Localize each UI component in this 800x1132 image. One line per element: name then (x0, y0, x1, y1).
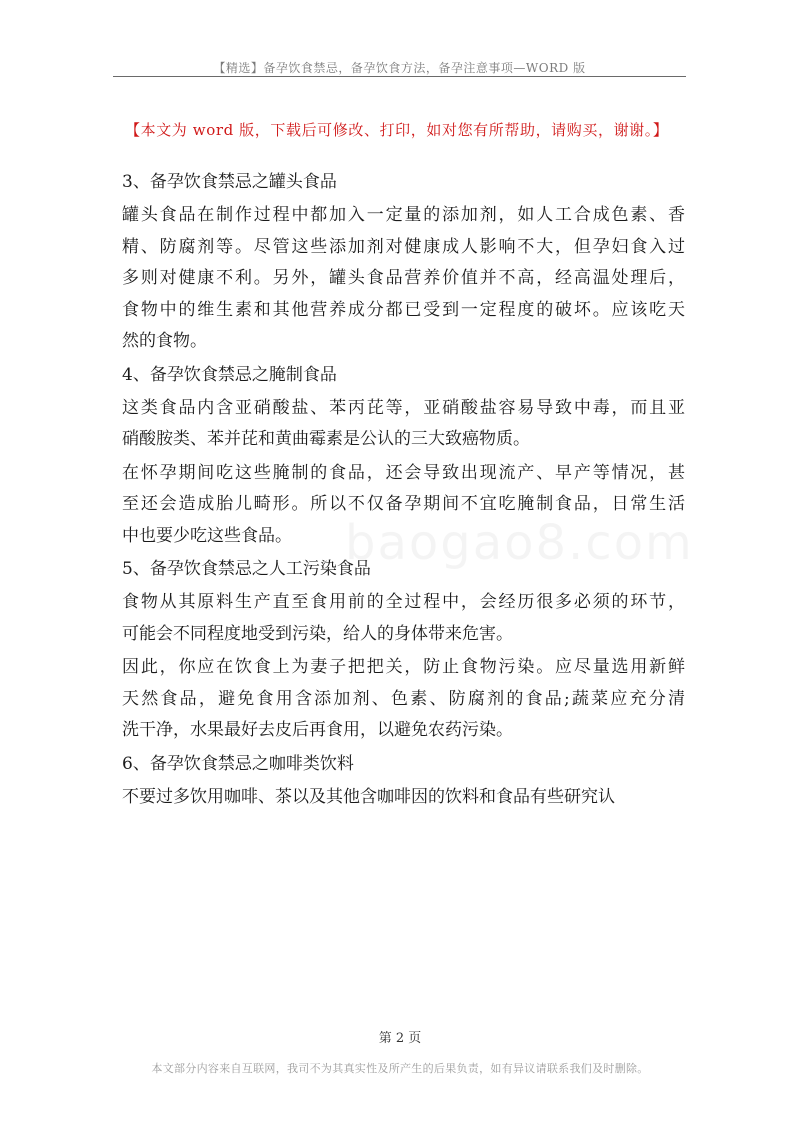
text-line: 中也要少吃这些食品。 (122, 525, 292, 546)
text-line: 可能会不同程度地受到污染，给人的身体带来危害。 (122, 623, 513, 644)
paragraph (122, 782, 685, 814)
text-line: 洗干净，水果最好去皮后再食用，以避免农药污染。 (122, 720, 513, 740)
text-line: 多则对健康不利。另外，罐头食品营养价值并不高，经高温处理后， (122, 268, 685, 288)
section-heading: 5、备孕饮食禁忌之人工污染食品 (122, 559, 371, 579)
section-heading: 4、备孕饮食禁忌之腌制食品 (122, 364, 337, 385)
section-heading: 6、备孕饮食禁忌之咖啡类饮料 (122, 753, 354, 774)
text-line: 这类食品内含亚硝酸盐、苯丙芘等，亚硝酸盐容易导致中毒，而且亚 (122, 397, 685, 418)
paragraph (122, 587, 685, 650)
page-number: 第 2 页 (378, 1031, 422, 1046)
text-line: 因此，你应在饮食上为妻子把把关，防止食物污染。应尽量选用新鲜 (122, 657, 685, 677)
paragraph (122, 652, 685, 747)
text-line: 不要过多饮用咖啡、茶以及其他含咖啡因的饮料和食品有些研究认 (122, 786, 615, 807)
paragraph (122, 393, 685, 456)
text-line: 至还会造成胎儿畸形。所以不仅备孕期间不宜吃腌制食品，日常生活 (122, 494, 685, 514)
document-body (122, 167, 685, 815)
text-line: 在怀孕期间吃这些腌制的食品，还会导致出现流产、早产等情况，甚 (122, 462, 685, 483)
paragraph (122, 200, 685, 358)
text-line: 食物中的维生素和其他营养成分都已受到一定程度的破坏。应该吃天 (122, 299, 685, 320)
footer-disclaimer: 本文部分内容来自互联网，我司不为其真实性及所产生的后果负责，如有异议请联系我们及时删除。 (151, 1062, 649, 1075)
text-line: 食物从其原料生产直至食用前的全过程中，会经历很多必须的环节， (122, 592, 685, 612)
text-line: 天然食品，避免食用含添加剂、色素、防腐剂的食品;蔬菜应充分清 (122, 688, 685, 709)
text-line: 罐头食品在制作过程中都加入一定量的添加剂，如人工合成色素、香 (122, 205, 685, 225)
text-line: 然的食物。 (122, 331, 207, 351)
text-line: 精、防腐剂等。尽管这些添加剂对健康成人影响不大，但孕妇食入过 (122, 236, 685, 257)
page-header-title: 【精选】备孕饮食禁忌，备孕饮食方法，备孕注意事项—WORD 版 (213, 61, 586, 75)
paragraph (122, 458, 685, 553)
header-divider (113, 76, 686, 77)
text-line: 硝酸胺类、苯并芘和黄曲霉素是公认的三大致癌物质。 (122, 429, 530, 449)
section-heading: 3、备孕饮食禁忌之罐头食品 (122, 172, 337, 192)
purchase-notice: 【本文为 word 版，下载后可修改、打印，如对您有所帮助，请购买，谢谢。】 (125, 121, 669, 139)
